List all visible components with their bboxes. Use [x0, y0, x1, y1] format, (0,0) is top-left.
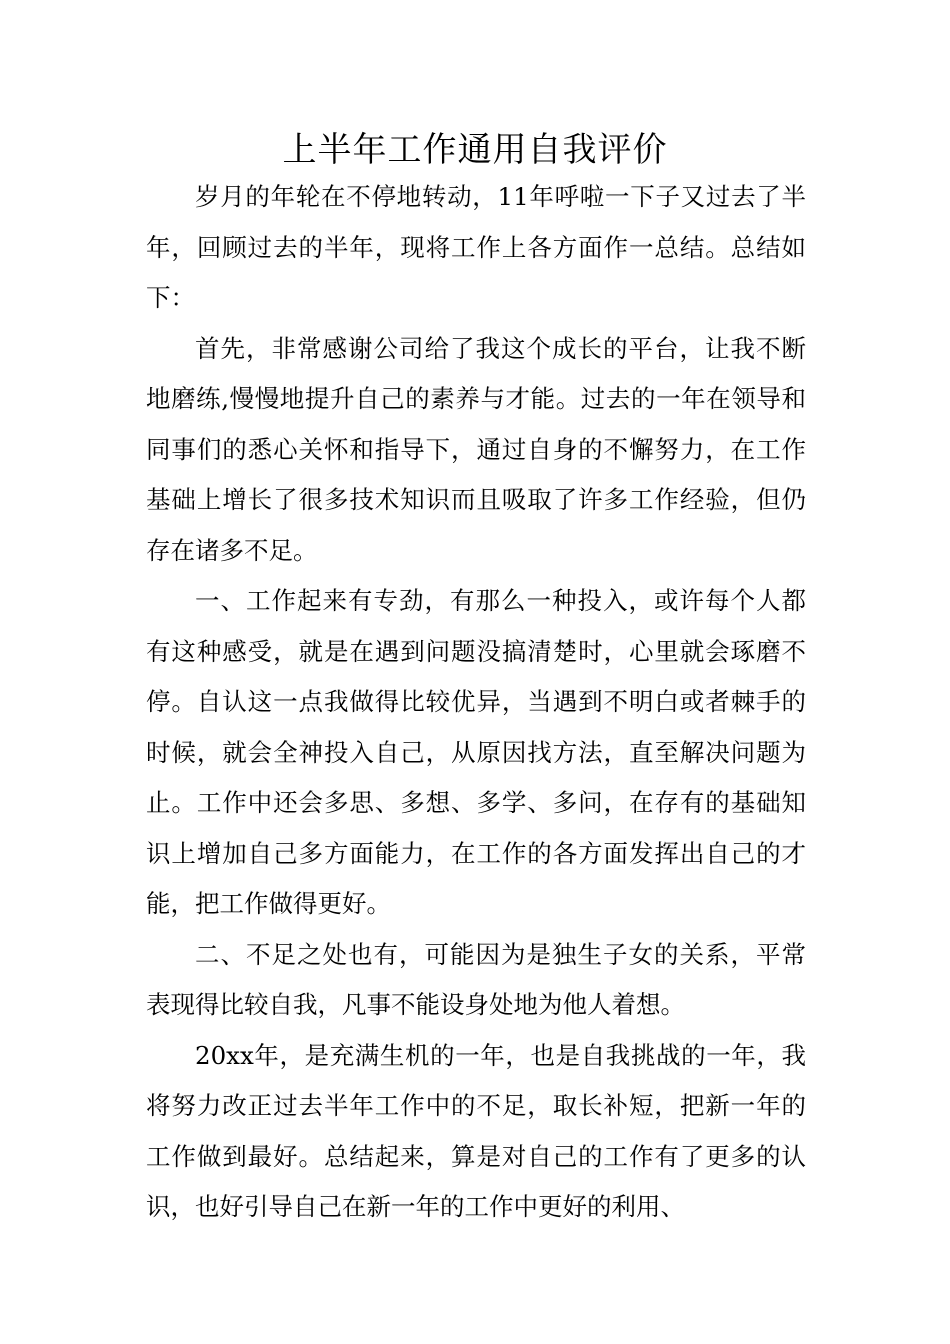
paragraph-point-two: 二、不足之处也有，可能因为是独生子女的关系，平常表现得比较自我，凡事不能设身处地为他人着想。 — [146, 939, 806, 1019]
document-title: 上半年工作通用自我评价 — [282, 130, 668, 170]
paragraph-thanks: 首先，非常感谢公司给了我这个成长的平台，让我不断地磨练,慢慢地提升自己的素养与才能。过去的一年在领导和同事们的悉心关怀和指导下，通过自身的不懈努力，在工作基础上增长了很多技术知识而且吸取了许多工作经验，但仍存在诸多不足。 — [146, 333, 806, 565]
paragraph-intro: 岁月的年轮在不停地转动，11年呼啦一下子又过去了半年，回顾过去的半年，现将工作上各方面作一总结。总结如下： — [146, 182, 806, 312]
paragraph-point-one: 一、工作起来有专劲，有那么一种投入，或许每个人都有这种感受，就是在遇到问题没搞清楚时，心里就会琢磨不停。自认这一点我做得比较优异，当遇到不明白或者棘手的时候，就会全神投入自己，从原因找方法，直至解决问题为止。工作中还会多思、多想、多学、多问，在存有的基础知识上增加自己多方面能力，在工作的各方面发挥出自己的才能，把工作做得更好。 — [146, 586, 806, 918]
paragraph-outlook: 20xx年，是充满生机的一年，也是自我挑战的一年，我将努力改正过去半年工作中的不足，取长补短，把新一年的工作做到最好。总结起来，算是对自己的工作有了更多的认识，也好引导自己在新一年的工作中更好的利用、 — [146, 1040, 806, 1221]
document-body — [146, 172, 806, 1233]
